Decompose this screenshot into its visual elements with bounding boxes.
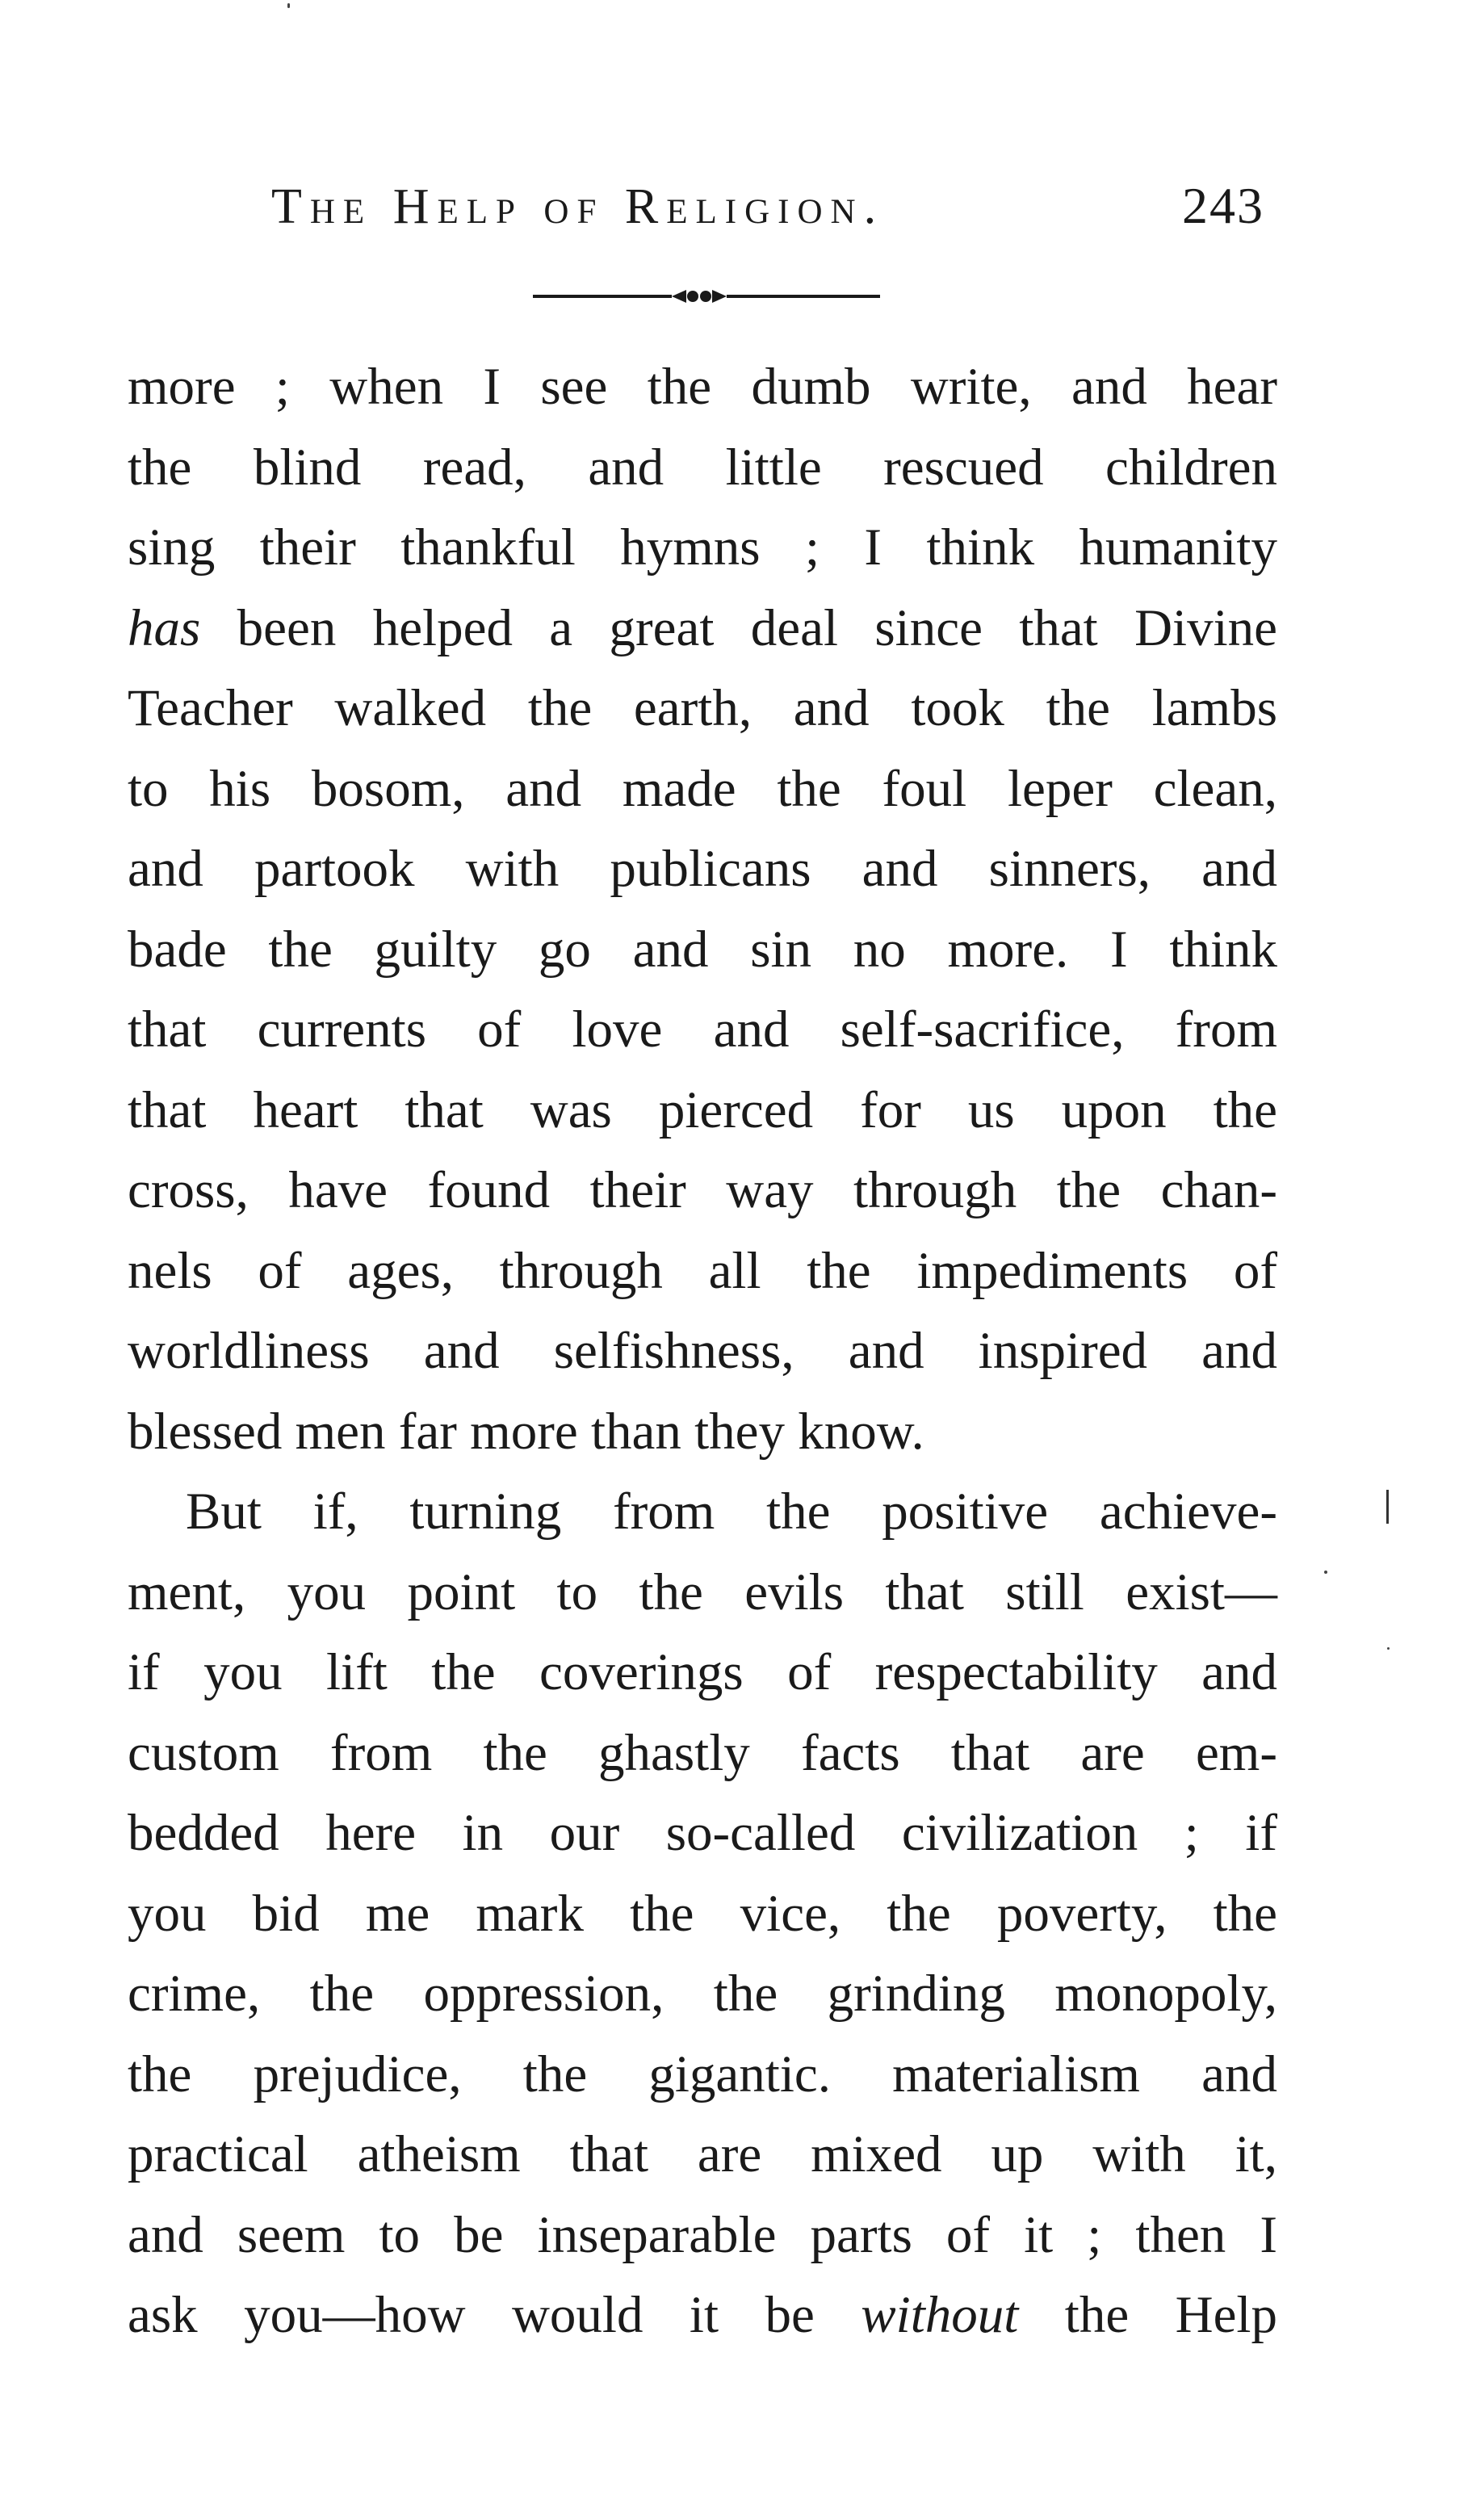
text-line [128, 1071, 1277, 1151]
text-line [128, 1874, 1277, 1955]
text-line [128, 428, 1277, 509]
margin-mark [1386, 1490, 1389, 1524]
text-segment: you bid me mark the vice, the poverty, the [128, 1884, 1277, 1943]
text-segment: Teacher walked the earth, and took the lambs [128, 679, 1277, 737]
text-segment: bedded here in our so-called civilization ; if [128, 1804, 1277, 1862]
text-line [128, 1553, 1277, 1634]
text-segment: and partook with publicans and sinners, and [128, 840, 1277, 898]
running-head [271, 176, 1264, 265]
text-segment: ment, you point to the evils that still exist— [128, 1562, 1277, 1621]
text-segment: bade the guilty go and sin no more. I think [128, 920, 1277, 979]
text-line [128, 2115, 1277, 2196]
italic-text: without [861, 2286, 1019, 2344]
text-line [128, 347, 1277, 428]
page-number: 243 [1182, 177, 1264, 234]
text-segment: nels of ages, through all the impediments of [128, 1241, 1277, 1300]
text-line [128, 1713, 1277, 1794]
text-segment: custom from the ghastly facts that are em- [128, 1723, 1277, 1782]
text-line [128, 1311, 1277, 1392]
text-segment: crime, the oppression, the grinding monopoly, [128, 1965, 1277, 2023]
text-line [128, 508, 1277, 589]
text-line [128, 829, 1277, 910]
text-line [128, 1392, 1277, 1473]
text-line [128, 2196, 1277, 2276]
text-segment: more ; when I see the dumb write, and hear [128, 358, 1277, 416]
text-line [128, 1793, 1277, 1874]
text-segment: that heart that was pierced for us upon the [128, 1080, 1277, 1139]
text-line [128, 589, 1277, 669]
text-segment: worldliness and selfishness, and inspired and [128, 1322, 1277, 1380]
text-segment: cross, have found their way through the chan- [128, 1161, 1277, 1219]
text-segment: But if, turning from the positive achieve- [186, 1483, 1277, 1541]
ornament-rule-icon [533, 284, 880, 308]
text-line [128, 2275, 1277, 2356]
text-segment: practical atheism that are mixed up with it, [128, 2125, 1277, 2183]
running-title: The Help of Religion. [271, 179, 885, 234]
text-segment: to his bosom, and made the foul leper clean, [128, 759, 1277, 818]
text-line [128, 1633, 1277, 1713]
margin-speck [1387, 1647, 1390, 1650]
margin-speck [1324, 1571, 1327, 1574]
text-line [128, 1472, 1277, 1553]
text-segment: the Help [1018, 2286, 1277, 2344]
text-line [128, 2035, 1277, 2116]
text-line [128, 1151, 1277, 1231]
text-segment: and seem to be inseparable parts of it ; then I [128, 2205, 1277, 2264]
text-segment: been helped a great deal since that Divine [200, 598, 1277, 657]
text-segment: if you lift the coverings of respectability and [128, 1643, 1277, 1701]
text-segment: the prejudice, the gigantic. materialism and [128, 2045, 1277, 2103]
text-segment: the blind read, and little rescued children [128, 438, 1277, 497]
text-segment: ask you—how would it be [128, 2286, 861, 2344]
text-line [128, 1954, 1277, 2035]
text-line [128, 669, 1277, 749]
body-text [128, 347, 1277, 2356]
text-segment: that currents of love and self-sacrifice, from [128, 1000, 1277, 1059]
italic-text: has [128, 598, 201, 657]
text-line [128, 910, 1277, 991]
top-speck [287, 3, 290, 8]
text-line [128, 990, 1277, 1071]
text-segment: blessed men far more than they know. [128, 1402, 924, 1461]
text-segment: sing their thankful hymns ; I think humanity [128, 518, 1277, 577]
text-line [128, 749, 1277, 830]
text-line [128, 1231, 1277, 1312]
